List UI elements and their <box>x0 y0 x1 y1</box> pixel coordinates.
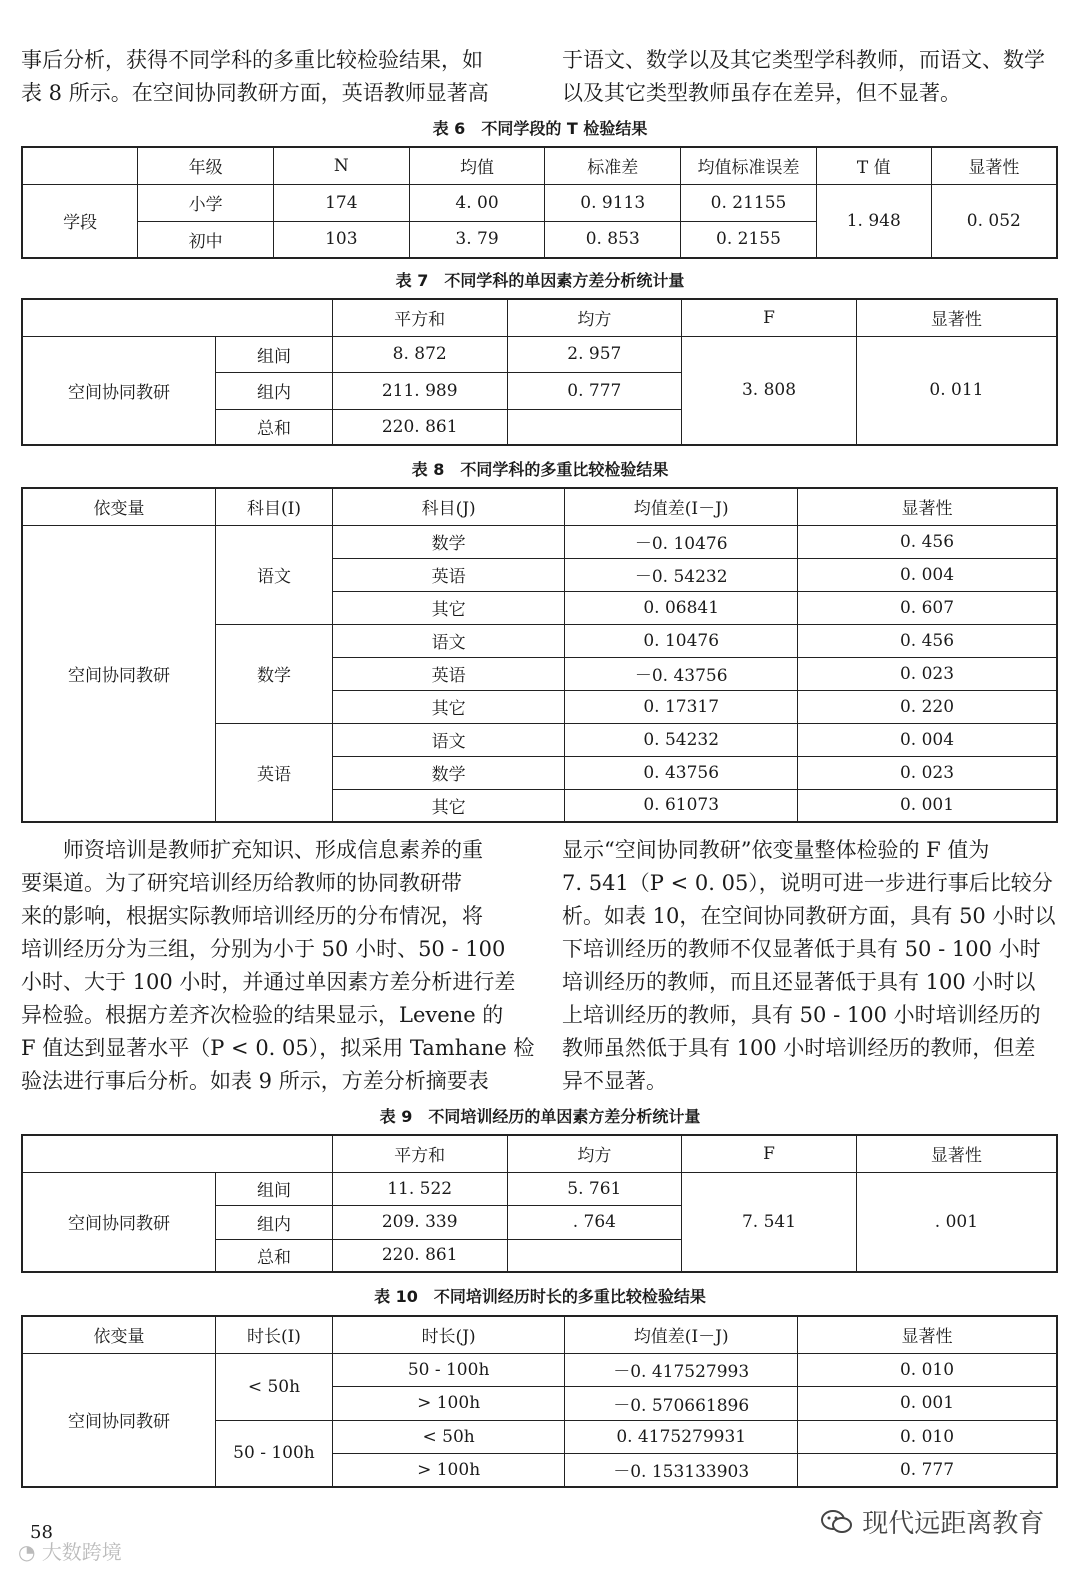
table10-duration-i: 50 - 100h <box>216 1420 333 1487</box>
table-cell: 0. 001 <box>797 789 1057 822</box>
table-cell: 0. 17317 <box>565 690 798 723</box>
table8-group: 空间协同教研 <box>22 525 216 822</box>
table7 <box>21 298 1058 446</box>
table-cell: 组内 <box>216 1205 333 1239</box>
table-cell: 8. 872 <box>332 336 507 372</box>
table-cell: 50 - 100h <box>332 1353 565 1386</box>
table-cell: < 50h <box>332 1420 565 1453</box>
table-cell: 总和 <box>216 1239 333 1272</box>
table10-header: 时长(J) <box>332 1316 565 1353</box>
table-cell: 220. 861 <box>332 409 507 445</box>
table7-caption: 表 7 不同学科的单因素方差分析统计量 <box>395 271 685 290</box>
table6-t-value: 1. 948 <box>816 184 931 258</box>
table9-header: 均方 <box>507 1135 682 1172</box>
table-cell: 组间 <box>216 336 333 372</box>
table6-group: 学段 <box>22 184 138 258</box>
wechat-icon <box>820 1508 854 1536</box>
table-cell: . 764 <box>507 1205 682 1239</box>
table8-header: 显著性 <box>797 488 1057 525</box>
table-cell: 0. 456 <box>797 525 1057 558</box>
table-cell: 0. 456 <box>797 624 1057 657</box>
table-cell: 英语 <box>332 657 565 690</box>
table-cell: 0. 777 <box>798 1453 1057 1487</box>
table6-sig: 0. 052 <box>931 184 1057 258</box>
table9 <box>21 1134 1058 1273</box>
table-cell: 0. 777 <box>507 372 682 409</box>
table-cell: 174 <box>273 184 409 221</box>
table7-header: 显著性 <box>856 299 1057 336</box>
table-cell: 11. 522 <box>332 1172 507 1205</box>
table9-caption: 表 9 不同培训经历的单因素方差分析统计量 <box>379 1107 701 1126</box>
table-cell: 5. 761 <box>507 1172 682 1205</box>
table6-header: 标准差 <box>545 147 681 184</box>
table-cell: > 100h <box>332 1386 565 1420</box>
table-row <box>22 525 1057 558</box>
table-cell: 0. 004 <box>797 558 1057 591</box>
table7-sig: 0. 011 <box>856 336 1057 445</box>
table6-header: T 值 <box>816 147 931 184</box>
table-cell: 0. 61073 <box>565 789 798 822</box>
table9-corner <box>22 1135 332 1172</box>
table6-header: 均值 <box>409 147 545 184</box>
watermark-right: 现代远距离教育 <box>820 1503 1044 1540</box>
table-cell: 4. 00 <box>409 184 545 221</box>
top-left-paragraph: 事后分析，获得不同学科的多重比较检验结果，如 表 8 所示。在空间协同教研方面，英语教师显著高 <box>21 48 489 105</box>
table-cell: 2. 957 <box>507 336 682 372</box>
table7-f-value: 3. 808 <box>682 336 857 445</box>
table10-header: 时长(I) <box>216 1316 333 1353</box>
table-cell: 0. 21155 <box>681 184 817 221</box>
table10-caption: 表 10 不同培训经历时长的多重比较检验结果 <box>374 1287 706 1306</box>
table-cell: 0. 853 <box>545 221 681 258</box>
table10-header: 均值差(I－J) <box>565 1316 798 1353</box>
table-row <box>22 1172 1057 1205</box>
table6-header: 均值标准误差 <box>681 147 817 184</box>
table-row <box>22 184 1057 221</box>
table-row <box>22 336 1057 372</box>
mid-right-paragraph: 显示“空间协同教研”依变量整体检验的 F 值为 7. 541（P < 0. 05），说明可进一步进行事后比较分 析。如表 10，在空间协同教研方面，具有 50 小时以 下培训经历的教师不仅显著低于具有 50 - 100 小时 培训经历的教师，而且还显著低于具有 100 小时以 上培训经历的教师，具有 50 - 100 小时培训经历的 教师虽然低于具有 100 小时培训经历的教师，但差 异不显著。 <box>562 838 1056 1093</box>
table-cell: 0. 010 <box>798 1353 1057 1386</box>
watermark-left: ◔ 大数跨境 <box>18 1540 122 1564</box>
table6-caption: 表 6 不同学段的 T 检验结果 <box>432 119 648 138</box>
table-cell: 103 <box>273 221 409 258</box>
table8-subject-i: 数学 <box>216 624 333 723</box>
table8-header: 依变量 <box>22 488 216 525</box>
table9-header: 显著性 <box>856 1135 1057 1172</box>
table-cell: －0. 43756 <box>565 657 798 690</box>
table-cell: 0. 4175279931 <box>565 1420 798 1453</box>
table8-header: 科目(J) <box>332 488 565 525</box>
table-cell: 初中 <box>138 221 274 258</box>
table8-caption: 表 8 不同学科的多重比较检验结果 <box>411 460 669 479</box>
table-cell: 211. 989 <box>332 372 507 409</box>
table-cell: －0. 10476 <box>565 525 798 558</box>
table6-header: 显著性 <box>931 147 1057 184</box>
table-cell: 组内 <box>216 372 333 409</box>
table-cell <box>507 409 682 445</box>
table-cell: 0. 06841 <box>565 591 798 624</box>
table-cell: 0. 607 <box>797 591 1057 624</box>
table7-corner <box>22 299 332 336</box>
table-cell: 0. 54232 <box>565 723 798 756</box>
table-cell: －0. 54232 <box>565 558 798 591</box>
table6 <box>21 146 1058 259</box>
table-cell: 其它 <box>332 789 565 822</box>
table7-header: 均方 <box>507 299 682 336</box>
table-cell: 小学 <box>138 184 274 221</box>
table-row <box>22 1353 1057 1386</box>
table-cell: 0. 10476 <box>565 624 798 657</box>
table9-group: 空间协同教研 <box>22 1172 216 1272</box>
page-number: 58 <box>30 1522 53 1543</box>
table8-header: 均值差(I－J) <box>565 488 798 525</box>
table7-header: 平方和 <box>332 299 507 336</box>
table7-header: F <box>682 299 857 336</box>
watermark-logo-icon: ◔ <box>18 1540 36 1564</box>
table8 <box>21 487 1058 823</box>
table-cell: 英语 <box>332 558 565 591</box>
table-cell: 0. 004 <box>797 723 1057 756</box>
table8-subject-i: 英语 <box>216 723 333 822</box>
table-cell: 语文 <box>332 723 565 756</box>
table-cell: 3. 79 <box>409 221 545 258</box>
table10-header: 依变量 <box>22 1316 216 1353</box>
table10-duration-i: < 50h <box>216 1353 333 1420</box>
table-cell: 组间 <box>216 1172 333 1205</box>
table-cell: 0. 2155 <box>681 221 817 258</box>
table-cell: 209. 339 <box>332 1205 507 1239</box>
table-cell: －0. 417527993 <box>565 1353 798 1386</box>
table-cell: > 100h <box>332 1453 565 1487</box>
table-cell: 其它 <box>332 591 565 624</box>
table-cell: －0. 570661896 <box>565 1386 798 1420</box>
table-cell: 0. 220 <box>797 690 1057 723</box>
table10 <box>21 1315 1058 1488</box>
table-cell: 语文 <box>332 624 565 657</box>
table-cell: 0. 010 <box>798 1420 1057 1453</box>
table-cell: 总和 <box>216 409 333 445</box>
table-cell: 数学 <box>332 525 565 558</box>
table-cell: 0. 9113 <box>545 184 681 221</box>
table-cell: 0. 43756 <box>565 756 798 789</box>
table9-sig: . 001 <box>856 1172 1057 1272</box>
table10-header: 显著性 <box>798 1316 1057 1353</box>
table9-header: 平方和 <box>332 1135 507 1172</box>
table9-header: F <box>682 1135 857 1172</box>
table8-subject-i: 语文 <box>216 525 333 624</box>
table6-corner <box>22 147 138 184</box>
table6-header: 年级 <box>138 147 274 184</box>
top-right-paragraph: 于语文、数学以及其它类型学科教师，而语文、数学 以及其它类型教师虽存在差异，但不显著。 <box>562 48 1045 105</box>
table7-group: 空间协同教研 <box>22 336 216 445</box>
table-cell: 0. 023 <box>797 756 1057 789</box>
table-cell: 其它 <box>332 690 565 723</box>
table-cell <box>507 1239 682 1272</box>
table10-group: 空间协同教研 <box>22 1353 216 1487</box>
table-cell: 220. 861 <box>332 1239 507 1272</box>
table9-f-value: 7. 541 <box>682 1172 857 1272</box>
table-cell: －0. 153133903 <box>565 1453 798 1487</box>
table8-header: 科目(I) <box>216 488 333 525</box>
table-cell: 数学 <box>332 756 565 789</box>
table6-header: N <box>273 147 409 184</box>
table-cell: 0. 023 <box>797 657 1057 690</box>
mid-left-paragraph: 师资培训是教师扩充知识、形成信息素养的重 要渠道。为了研究培训经历给教师的协同教研带 来的影响，根据实际教师培训经历的分布情况，将 培训经历分为三组，分别为小于 50 小时、50 - 100 小时、大于 100 小时，并通过单因素方差分析进行差 异检验。根据方差齐次检验的结果显示，Levene 的 F 值达到显著水平（P < 0. 05），拟采用 Tamhane 检 验法进行事后分析。如表 9 所示，方差分析摘要表 <box>21 838 535 1093</box>
table-cell: 0. 001 <box>798 1386 1057 1420</box>
